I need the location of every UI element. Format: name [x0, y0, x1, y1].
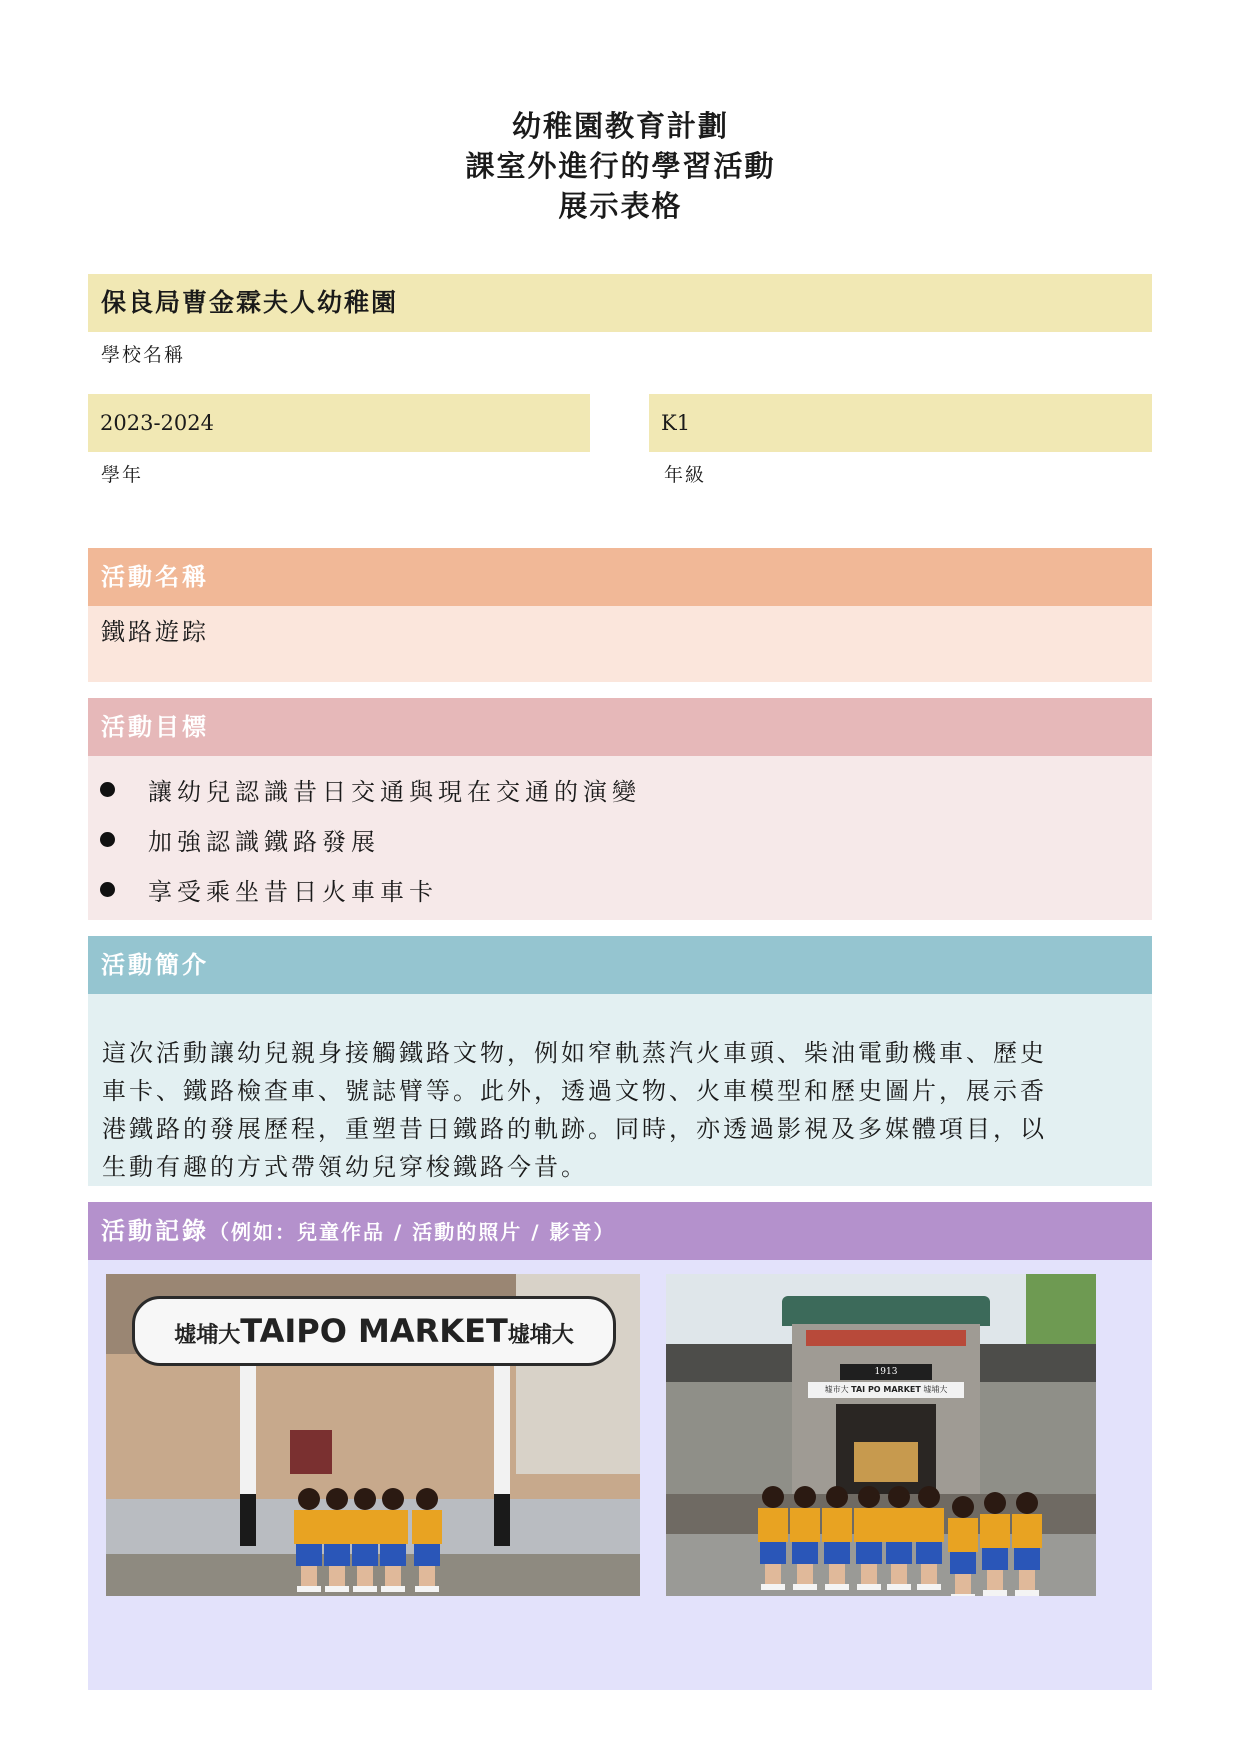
activity-name-value: 鐵路遊踪: [88, 606, 1152, 682]
bullet-icon: [100, 832, 115, 847]
objectives-heading: 活動目標: [88, 698, 1152, 756]
intro-line: 這次活動讓幼兒親身接觸鐵路文物，例如窄軌蒸汽火車頭、柴油電動機車、歷史: [102, 1039, 1047, 1067]
objective-item: 享受乘坐昔日火車車卡: [100, 872, 438, 907]
bullet-icon: [100, 882, 115, 897]
records-heading: 活動記錄（例如：兒童作品 / 活動的照片 / 影音）: [88, 1202, 1152, 1260]
objective-item: 讓幼兒認識昔日交通與現在交通的演變: [100, 772, 641, 807]
intro-line: 生動有趣的方式帶領幼兒穿梭鐵路今昔。: [102, 1153, 588, 1181]
school-year-label: 學年: [101, 464, 144, 486]
station-sign: 墟埔大TAIPO MARKET墟埔大: [132, 1296, 616, 1366]
activity-photo-taipo-station: [666, 1274, 1096, 1596]
grade-field: K1: [649, 394, 1152, 452]
activity-photo-taipo-sign: [106, 1274, 640, 1596]
bullet-icon: [100, 782, 115, 797]
station-year-plaque: 1913: [840, 1364, 932, 1380]
page-title-line3: 展示表格: [558, 189, 683, 223]
grade-label: 年級: [664, 464, 707, 486]
station-name-plaque: 墟市大 TAI PO MARKET 墟埔大: [808, 1382, 964, 1398]
activity-name-heading: 活動名稱: [88, 548, 1152, 606]
school-year-field: 2023-2024: [88, 394, 590, 452]
school-name-field: 保良局曹金霖夫人幼稚園: [88, 274, 1152, 332]
intro-line: 車卡、鐵路檢查車、號誌臂等。此外，透過文物、火車模型和歷史圖片，展示香: [102, 1077, 1047, 1105]
page-title-line1: 幼稚園教育計劃: [511, 109, 729, 143]
objective-item: 加強認識鐵路發展: [100, 822, 380, 857]
school-name-label: 學校名稱: [101, 344, 186, 366]
intro-line: 港鐵路的發展歷程，重塑昔日鐵路的軌跡。同時，亦透過影視及多媒體項目，以: [102, 1115, 1047, 1143]
page-title-line2: 課室外進行的學習活動: [465, 149, 776, 183]
intro-heading: 活動簡介: [88, 936, 1152, 994]
